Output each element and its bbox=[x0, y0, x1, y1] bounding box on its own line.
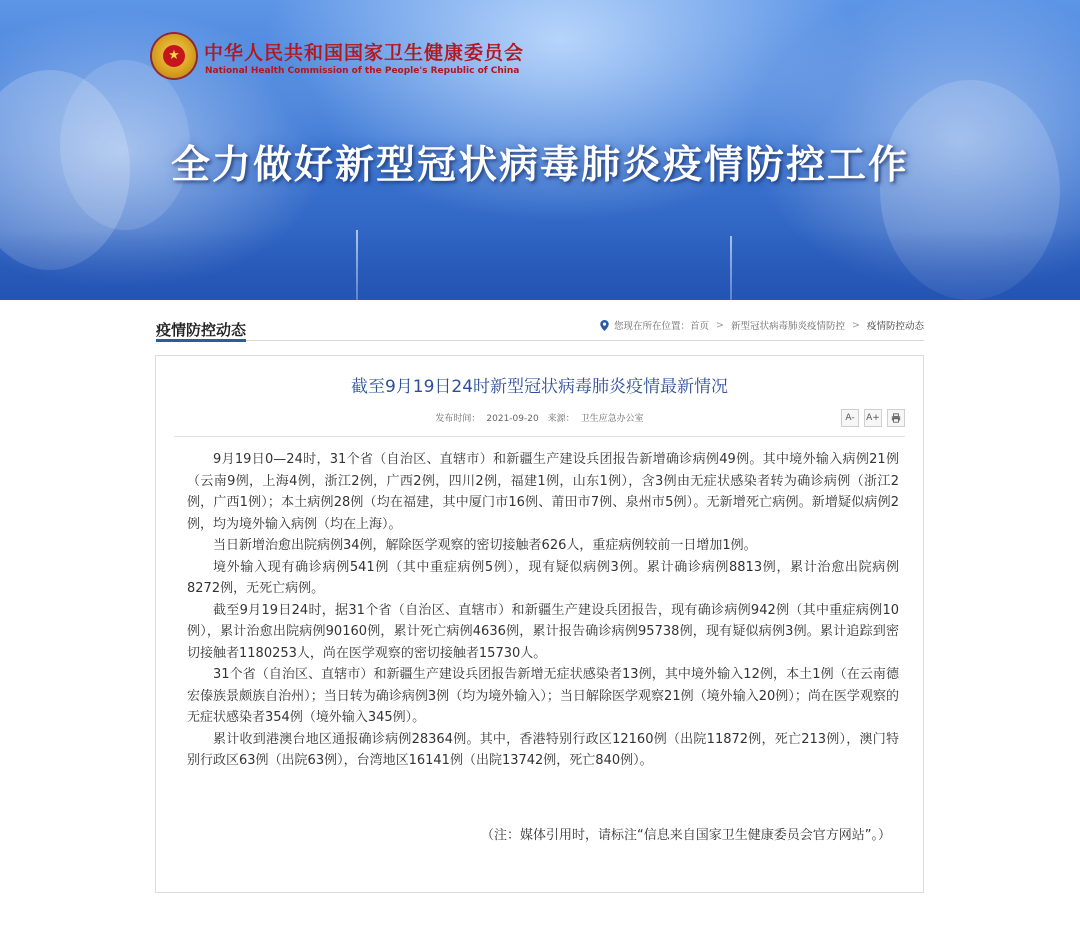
article-paragraph: 截至9月19日24时，据31个省（自治区、直辖市）和新疆生产建设兵团报告，现有确诊病例942例（其中重症病例10例），累计治愈出院病例90160例，累计死亡病例4636例，累计报告确诊病例95738例，现有疑似病例3例。累计追踪到密切接触者1180253人，尚在医学观察的密切接触者15730人。 bbox=[187, 602, 899, 661]
publish-label: 发布时间： bbox=[435, 414, 481, 424]
article-divider bbox=[174, 436, 905, 437]
article-title: 截至9月19日24时新型冠状病毒肺炎疫情最新情况 bbox=[350, 377, 729, 397]
section-title-underline bbox=[156, 339, 246, 342]
article-container bbox=[155, 355, 924, 893]
print-button[interactable] bbox=[887, 409, 905, 427]
breadcrumb-separator: > bbox=[716, 319, 724, 331]
article-meta bbox=[156, 411, 923, 424]
article-tools bbox=[841, 409, 905, 427]
section-title: 疫情防控动态 bbox=[156, 321, 247, 339]
article-paragraph: 累计收到港澳台地区通报确诊病例28364例。其中，香港特别行政区12160例（出院11872例，死亡213例），澳门特别行政区63例（出院63例），台湾地区16141例（出院13742例，死亡840例）。 bbox=[187, 731, 899, 768]
font-larger-button[interactable]: A+ bbox=[864, 409, 882, 427]
article-paragraph: 31个省（自治区、直辖市）和新疆生产建设兵团报告新增无症状感染者13例，其中境外输入12例，本土1例（在云南德宏傣族景颇族自治州）；当日转为确诊病例3例（均为境外输入）；当日解除医学观察21例（境外输入20例）；尚在医学观察的无症状感染者354例（境外输入345例）。 bbox=[187, 667, 899, 725]
breadcrumb-separator: > bbox=[852, 319, 860, 331]
breadcrumb-covid-link[interactable]: 新型冠状病毒肺炎疫情防控 bbox=[731, 321, 846, 332]
citation-note: （注：媒体引用时，请标注“信息来自国家卫生健康委员会官方网站”。） bbox=[481, 828, 891, 843]
source-label: 来源： bbox=[547, 414, 575, 424]
breadcrumb bbox=[600, 318, 924, 332]
national-emblem-icon[interactable] bbox=[152, 34, 196, 78]
source-value: 卫生应急办公室 bbox=[580, 414, 644, 424]
emblem-star-icon: ★ bbox=[163, 45, 185, 67]
site-logo-en[interactable]: National Health Commission of the People's Republic of China bbox=[205, 66, 520, 76]
article-paragraph: 当日新增治愈出院病例34例，解除医学观察的密切接触者626人，重症病例较前一日增加1例。 bbox=[213, 538, 757, 553]
breadcrumb-prefix: 您现在所在位置： bbox=[614, 321, 691, 332]
font-smaller-button[interactable]: A- bbox=[841, 409, 859, 427]
publish-date: 2021-09-20 bbox=[486, 414, 539, 424]
article-body bbox=[187, 449, 899, 772]
printer-icon bbox=[891, 413, 901, 423]
banner-slogan: 全力做好新型冠状病毒肺炎疫情防控工作 bbox=[170, 143, 909, 188]
location-pin-icon bbox=[600, 320, 609, 331]
section-divider bbox=[156, 340, 924, 341]
breadcrumb-current-link[interactable]: 疫情防控动态 bbox=[866, 321, 924, 332]
breadcrumb-home-link[interactable]: 首页 bbox=[690, 321, 710, 332]
header-banner bbox=[0, 0, 1080, 300]
article-paragraph: 9月19日0—24时，31个省（自治区、直辖市）和新疆生产建设兵团报告新增确诊病例49例。其中境外输入病例21例（云南9例，上海4例，浙江2例，广西2例，四川2例，福建1例，山东1例），含3例由无症状感染者转为确诊病例（浙江2例，广西1例）；本土病例28例（均在福建，其中厦门市16例、莆田市7例、泉州市5例）。无新增死亡病例。新增疑似病例2例，均为境外输入病例（均在上海）。 bbox=[187, 452, 899, 532]
banner-bottom-band bbox=[0, 230, 1080, 300]
site-logo-cn[interactable]: 中华人民共和国国家卫生健康委员会 bbox=[204, 42, 525, 64]
article-paragraph: 境外输入现有确诊病例541例（其中重症病例5例），现有疑似病例3例。累计确诊病例8813例，累计治愈出院病例8272例，无死亡病例。 bbox=[187, 559, 899, 596]
